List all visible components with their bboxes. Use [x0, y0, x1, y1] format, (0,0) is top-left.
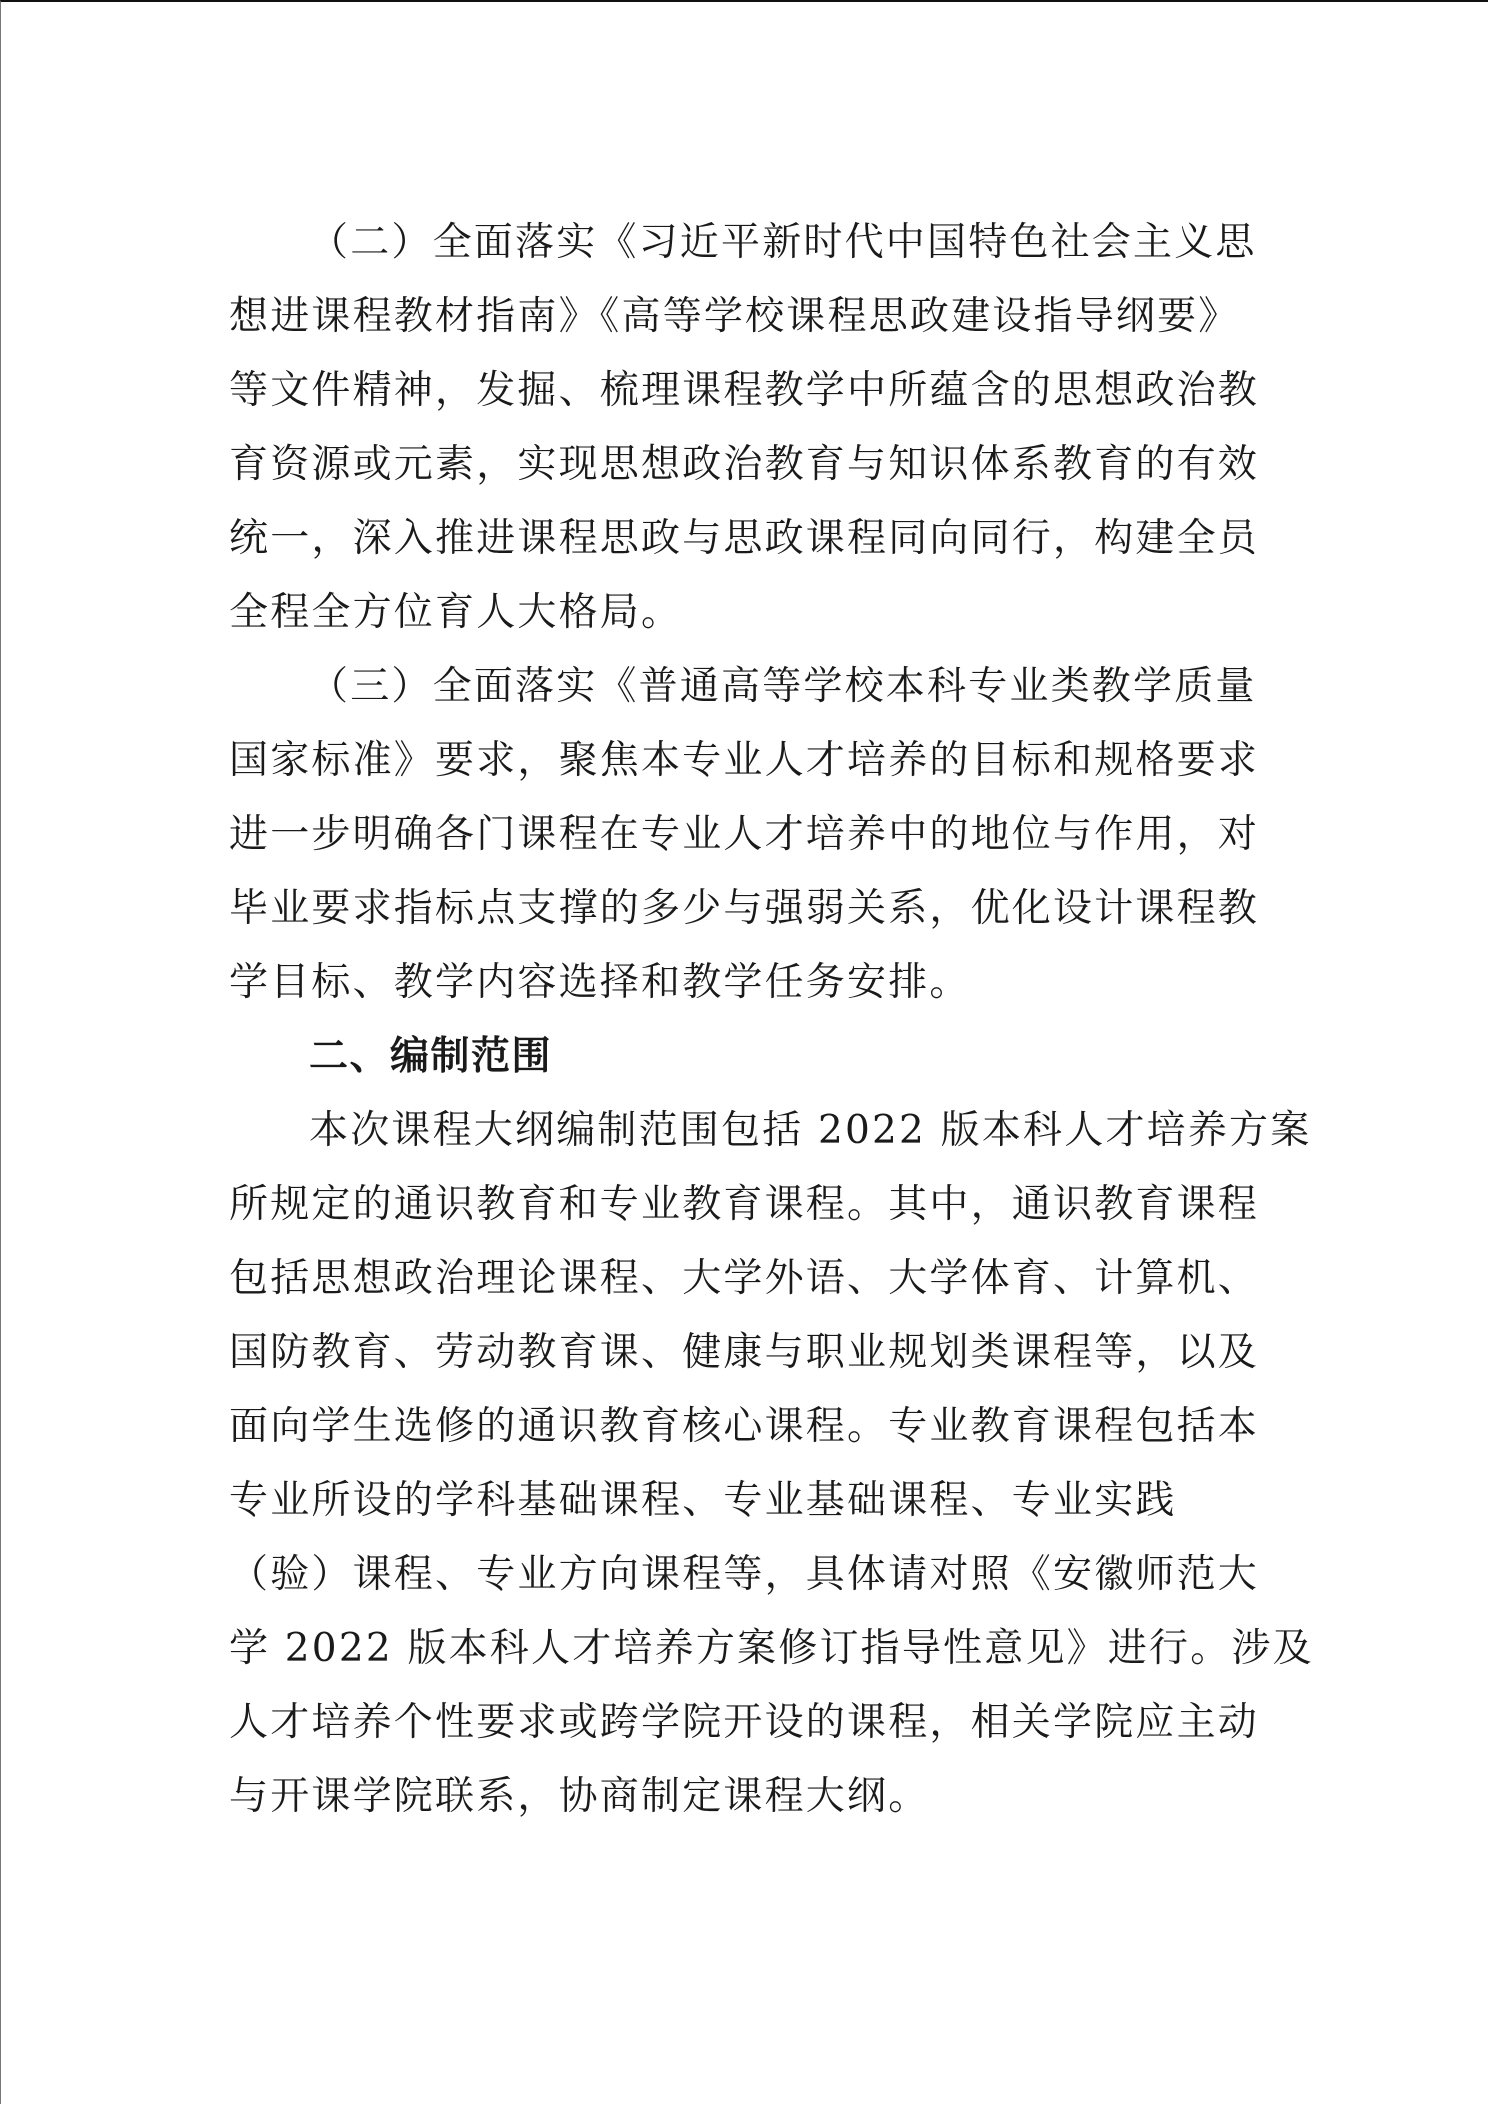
- paragraph-section-3: [229, 650, 1265, 1020]
- text-line: 等文件精神，发掘、梳理课程教学中所蕴含的思想政治教: [229, 368, 1260, 413]
- text-line: 国家标准》要求，聚焦本专业人才培养的目标和规格要求: [229, 738, 1260, 783]
- text-line: 想进课程教材指南》《高等学校课程思政建设指导纲要》: [229, 294, 1240, 339]
- text-line: 所规定的通识教育和专业教育课程。其中，通识教育课程: [229, 1182, 1260, 1227]
- text-line: （二）全面落实《习近平新时代中国特色社会主义思: [309, 220, 1257, 265]
- text-line: 国防教育、劳动教育课、健康与职业规划类课程等，以及: [229, 1330, 1260, 1375]
- text-line: 学目标、教学内容选择和教学任务安排。: [229, 960, 971, 1005]
- text-line: 包括思想政治理论课程、大学外语、大学体育、计算机、: [229, 1256, 1260, 1301]
- text-line: 专业所设的学科基础课程、专业基础课程、专业实践: [229, 1478, 1177, 1523]
- text-line: 育资源或元素，实现思想政治教育与知识体系教育的有效: [229, 442, 1260, 487]
- text-line: 统一，深入推进课程思政与思政课程同向同行，构建全员: [229, 516, 1260, 561]
- text-line: 进一步明确各门课程在专业人才培养中的地位与作用，对: [229, 812, 1260, 857]
- text-line: （三）全面落实《普通高等学校本科专业类教学质量: [309, 664, 1257, 709]
- text-line: 本次课程大纲编制范围包括 2022 版本科人才培养方案: [309, 1108, 1312, 1153]
- text-line: 毕业要求指标点支撑的多少与强弱关系，优化设计课程教: [229, 886, 1260, 931]
- text-line: 面向学生选修的通识教育核心课程。专业教育课程包括本: [229, 1404, 1260, 1449]
- paragraph-section-2: [229, 206, 1265, 650]
- text-line: 学 2022 版本科人才培养方案修订指导性意见》进行。涉及: [229, 1626, 1314, 1671]
- paragraph-scope: [229, 1094, 1314, 1834]
- text-line: 与开课学院联系，协商制定课程大纲。: [229, 1774, 930, 1819]
- section-heading: 二、编制范围: [309, 1034, 553, 1079]
- text-line: 人才培养个性要求或跨学院开设的课程，相关学院应主动: [229, 1700, 1260, 1745]
- text-line: 全程全方位育人大格局。: [229, 590, 683, 635]
- document-body: [229, 206, 1314, 1834]
- text-line: （验）课程、专业方向课程等，具体请对照《安徽师范大: [229, 1552, 1260, 1597]
